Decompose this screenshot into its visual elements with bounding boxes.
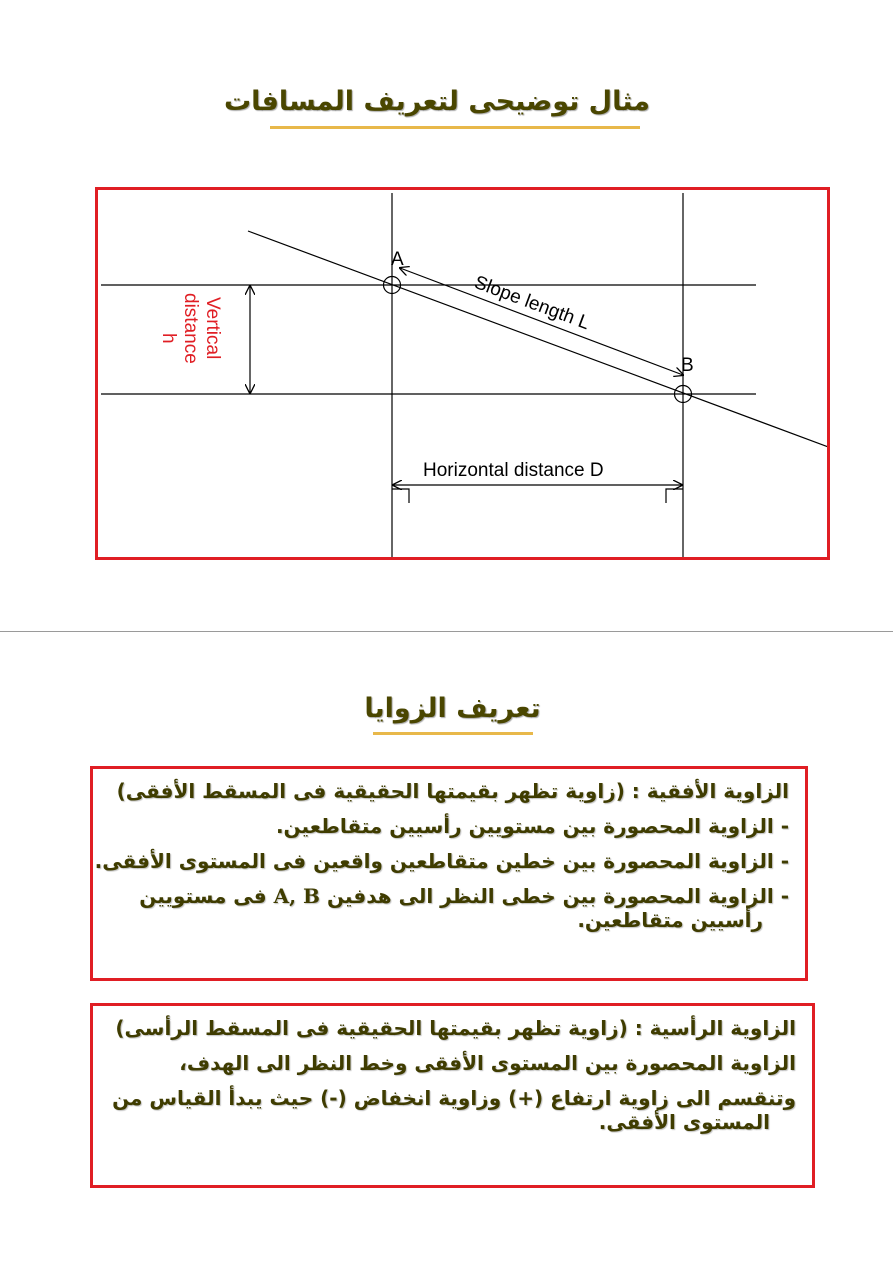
right-angle-mark-b bbox=[666, 489, 683, 503]
slope-length-label: Slope length L bbox=[471, 272, 593, 335]
vertical-label-line2: distance bbox=[180, 293, 201, 364]
slope-length-arrow bbox=[400, 268, 683, 375]
distance-diagram bbox=[95, 187, 830, 560]
distance-diagram-svg bbox=[95, 187, 830, 560]
item-3-start: - الزاوية المحصورة بين خطى النظر الى هدفين bbox=[326, 884, 789, 908]
horizontal-angle-item-3-cont: رأسيين متقاطعين. bbox=[577, 908, 763, 932]
vertical-angle-line-1: الزاوية المحصورة بين المستوى الأفقى وخط النظر الى الهدف، bbox=[179, 1051, 796, 1075]
point-b-label: B bbox=[681, 355, 694, 376]
item-3-points: A, B bbox=[273, 884, 320, 908]
vertical-distance-label bbox=[158, 293, 223, 364]
slope-line bbox=[248, 231, 830, 448]
vertical-angle-line-3: المستوى الأفقى. bbox=[598, 1110, 770, 1134]
horizontal-angle-heading: الزاوية الأفقية : (زاوية تظهر بقيمتها الحقيقية فى المسقط الأفقى) bbox=[116, 779, 789, 803]
item-3-end: فى مستويين bbox=[139, 884, 267, 908]
title-underline bbox=[270, 126, 640, 129]
page-separator bbox=[0, 631, 893, 632]
horizontal-distance-label: Horizontal distance D bbox=[423, 460, 604, 481]
horizontal-angle-item-3 bbox=[107, 884, 789, 908]
vertical-label-line3: h bbox=[158, 333, 179, 344]
vertical-angle-heading: الزاوية الرأسية : (زاوية تظهر بقيمتها الحقيقية فى المسقط الرأسى) bbox=[115, 1016, 796, 1040]
vertical-angle-box bbox=[90, 1003, 815, 1188]
horizontal-angle-item-1: - الزاوية المحصورة بين مستويين رأسيين متقاطعين. bbox=[275, 814, 789, 838]
vertical-label-line1: Vertical bbox=[202, 297, 223, 360]
horizontal-angle-item-2: - الزاوية المحصورة بين خطين متقاطعين واقعين فى المستوى الأفقى. bbox=[94, 849, 789, 873]
right-angle-mark-a bbox=[392, 489, 409, 503]
title-underline bbox=[373, 732, 533, 735]
point-a-label: A bbox=[391, 249, 404, 270]
page-title-distances: مثال توضيحى لتعريف المسافات bbox=[223, 86, 650, 117]
vertical-angle-line-2: وتنقسم الى زاوية ارتفاع (+) وزاوية انخفاض (-) حيث يبدأ القياس من bbox=[112, 1086, 796, 1110]
horizontal-angle-box bbox=[90, 766, 808, 981]
page-title-angles: تعريف الزوايا bbox=[364, 693, 541, 724]
